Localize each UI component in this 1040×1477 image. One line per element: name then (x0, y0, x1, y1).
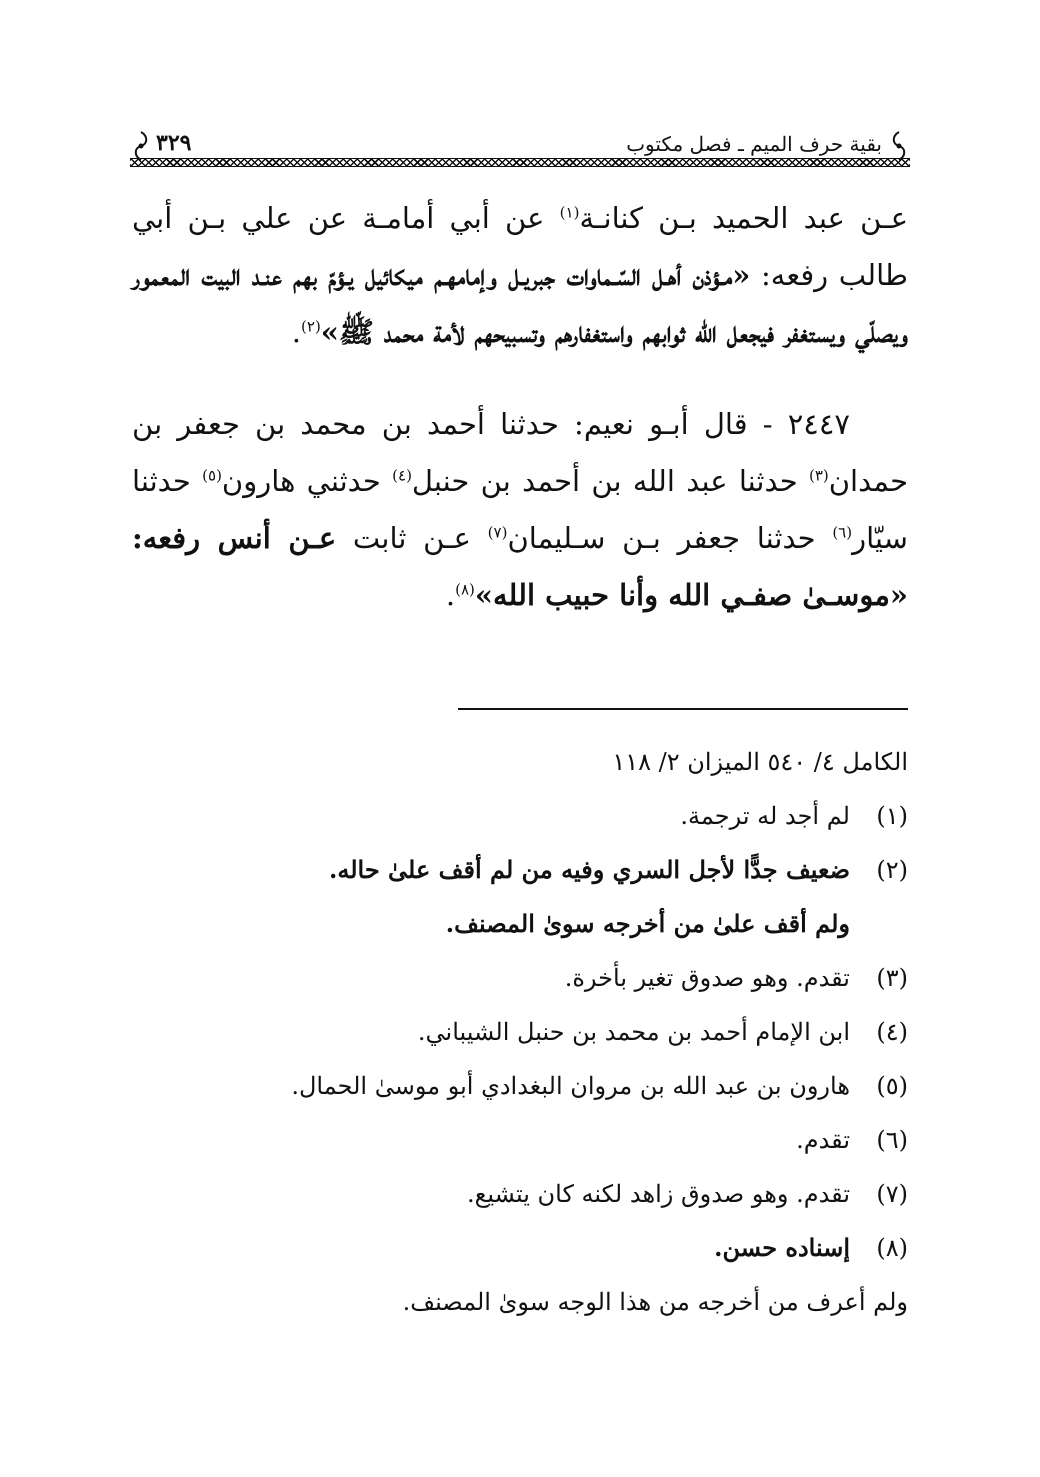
footnote-3 (132, 951, 908, 1005)
footnote-text: الكامل ٤/ ٥٤٠ الميزان ٢/ ١١٨ (612, 748, 908, 776)
paragraph-1 (132, 190, 908, 361)
text-segment: حدثنا جعفر بـن سـليمان (507, 521, 833, 555)
footnote-number: (١) (876, 802, 908, 830)
header-rule (130, 158, 910, 167)
footnote-text: ولم أعرف من أخرجه من هذا الوجه سوىٰ المصنف. (402, 1288, 908, 1316)
text-segment: ٢٤٤٧ - قال أبـو نعيم: حدثنا أحمد بن محمد بن جعفر بن حمدان (132, 407, 909, 498)
footnote-text: ابن الإمام أحمد بن محمد بن حنبل الشيباني. (417, 1018, 850, 1046)
footnote-text: ولم أقف علىٰ من أخرجه سوىٰ المصنف. (445, 909, 850, 938)
footnote-6 (132, 1113, 908, 1167)
footnote-ref[interactable]: (٨) (455, 580, 475, 599)
footnotes (132, 735, 908, 1329)
text-segment: عن أبي أمامـة عن علي بـن أبي طالب رفعه: (132, 201, 908, 292)
footnote-2 (132, 843, 908, 897)
running-header (130, 130, 910, 166)
page-number: ٣٢٩ (156, 130, 192, 156)
footnote-number: (٢) (876, 856, 908, 884)
hadith-text: عـن أنس رفعه: «موسـیٰ صفـي الله وأنا حبيب الله» (132, 521, 908, 612)
footnote-text: تقدم. (796, 1126, 850, 1154)
footnote-number: (٤) (876, 1018, 908, 1046)
footnote-8 (132, 1221, 908, 1275)
text-segment: . (291, 315, 302, 349)
footnote-number: (٥) (876, 1072, 908, 1100)
header-title: بقية حرف الميم ـ فصل مكتوب (626, 132, 882, 156)
footnote-number: (٣) (876, 964, 908, 992)
footnote-reference-line (132, 735, 908, 789)
footnote-text: تقدم. وهو صدوق زاهد لكنه كان يتشيع. (466, 1180, 850, 1208)
footnote-ref[interactable]: (١) (559, 203, 580, 222)
footnote-5 (132, 1059, 908, 1113)
footnote-ref[interactable]: (٢) (301, 317, 321, 336)
footnote-text: لم أجد له ترجمة. (680, 802, 850, 830)
main-text (132, 190, 908, 624)
footnote-4 (132, 1005, 908, 1059)
footnote-ref[interactable]: (٧) (487, 523, 508, 542)
footnote-number: (٧) (876, 1180, 908, 1208)
text-segment: حدثنا سيّار (132, 464, 908, 555)
footnote-divider (458, 708, 908, 710)
footnote-number: (٨) (876, 1234, 908, 1262)
footnote-8-continued (132, 1275, 908, 1329)
footnote-text: ضعيف جدًّا لأجل السري وفيه من لم أقف علىٰ حاله. (329, 855, 850, 884)
text-segment: عـن عبد الحميد بـن كنانـة (579, 201, 909, 235)
footnote-1 (132, 789, 908, 843)
footnote-number: (٦) (876, 1126, 908, 1154)
text-segment: . (445, 578, 456, 612)
footnote-ref[interactable]: (٤) (392, 466, 412, 485)
footnote-2-continued (132, 897, 908, 951)
text-segment: عـن ثابت (336, 521, 488, 555)
footnote-text: هارون بن عبد الله بن مروان البغدادي أبو موسىٰ الحمال. (291, 1072, 850, 1100)
hadith-text: «مـؤذن أهـل السّـماوات جبريـل وإمامهـم ميكائيل يـؤمّ بهم عنـد البيت المعمور ويصلّي ويستغفر فيجعل الله ثوابهم واستغفارهم وتسبيحهم لأمة محمد ﷺ» (132, 258, 908, 349)
text-segment: حدثني هارون (221, 464, 393, 498)
paragraph-2 (132, 396, 908, 624)
footnote-text: إسناده حسن. (714, 1233, 850, 1262)
footnote-7 (132, 1167, 908, 1221)
footnote-text: تقدم. وهو صدوق تغير بأخرة. (564, 964, 850, 992)
footnote-ref[interactable]: (٥) (202, 466, 222, 485)
footnote-ref[interactable]: (٣) (808, 466, 829, 485)
text-segment: حدثنا عبد الله بن أحمد بن حنبل (411, 464, 809, 498)
footnote-ref[interactable]: (٦) (832, 523, 853, 542)
